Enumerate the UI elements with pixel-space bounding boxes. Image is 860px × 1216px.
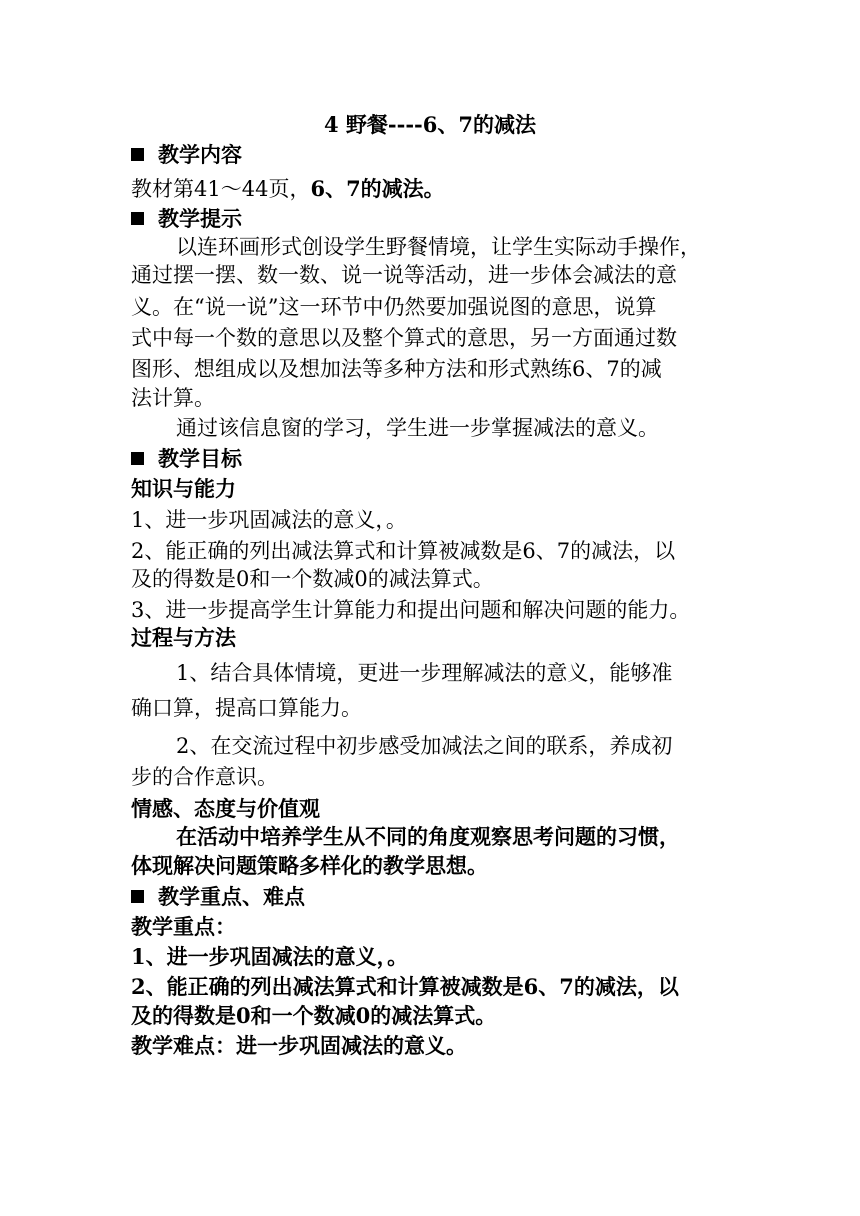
key-line: 1、进一步巩固减法的意义，。 xyxy=(131,944,409,969)
knowledge-line: 3、进一步提高学生计算能力和提出问题和解决问题的能力。 xyxy=(131,598,691,622)
content-heading-text: 教学内容 xyxy=(158,142,242,167)
lesson-title: 4 野餐----6、7的减法 xyxy=(323,112,536,137)
emotion-line: 体现解决问题策略多样化的教学思想。 xyxy=(131,853,488,878)
emotion-heading: 情感、态度与价值观 xyxy=(131,796,320,821)
goal-heading-text: 教学目标 xyxy=(158,446,242,471)
hint-line: 通过摆一摆、数一数、说一说等活动，进一步体会减法的意 xyxy=(131,263,677,287)
content-text-pages: 教材第41～44页， xyxy=(131,177,311,201)
key-line: 及的得数是0和一个数减0的减法算式。 xyxy=(131,1003,497,1028)
hint-heading xyxy=(131,205,242,233)
key-heading xyxy=(131,883,305,911)
hint-line: 义。在“说一说”这一环节中仍然要加强说图的意思，说算 xyxy=(131,295,657,319)
knowledge-line: 2、能正确的列出减法算式和计算被减数是6、7的减法，以 xyxy=(131,539,676,563)
knowledge-line: 1、进一步巩固减法的意义，。 xyxy=(131,508,407,532)
knowledge-line: 及的得数是0和一个数减0的减法算式。 xyxy=(131,567,494,591)
key-line: 教学重点： xyxy=(131,914,236,939)
key-heading-text: 教学重点、难点 xyxy=(158,884,305,909)
hint-line: 以连环画形式创设学生野餐情境，让学生实际动手操作， xyxy=(176,235,701,259)
content-text-topic: 6、7的减法。 xyxy=(310,176,445,201)
goal-heading xyxy=(131,445,242,473)
hint-line: 式中每一个数的意思以及整个算式的意思，另一方面通过数 xyxy=(131,326,677,350)
process-line: 确口算，提高口算能力。 xyxy=(131,696,362,720)
knowledge-heading: 知识与能力 xyxy=(131,476,236,501)
content-text xyxy=(131,175,445,203)
bullet-square-icon xyxy=(131,890,144,903)
hint-line: 法计算。 xyxy=(131,386,215,410)
bullet-square-icon xyxy=(131,148,144,161)
hint-line: 通过该信息窗的学习，学生进一步掌握减法的意义。 xyxy=(176,416,659,440)
content-heading xyxy=(131,141,242,169)
key-line: 2、能正确的列出减法算式和计算被减数是6、7的减法，以 xyxy=(131,974,679,999)
process-line: 2、在交流过程中初步感受加减法之间的联系，养成初 xyxy=(176,734,673,758)
bullet-square-icon xyxy=(131,452,144,465)
bullet-square-icon xyxy=(131,212,144,225)
process-line: 1、结合具体情境，更进一步理解减法的意义，能够准 xyxy=(176,661,673,685)
process-heading: 过程与方法 xyxy=(131,625,236,650)
key-line: 教学难点：进一步巩固减法的意义。 xyxy=(131,1033,467,1058)
emotion-line: 在活动中培养学生从不同的角度观察思考问题的习惯， xyxy=(176,824,680,849)
process-line: 步的合作意识。 xyxy=(131,765,278,789)
hint-heading-text: 教学提示 xyxy=(158,206,242,231)
hint-line: 图形、想组成以及想加法等多种方法和形式熟练6、7的减 xyxy=(131,357,662,381)
